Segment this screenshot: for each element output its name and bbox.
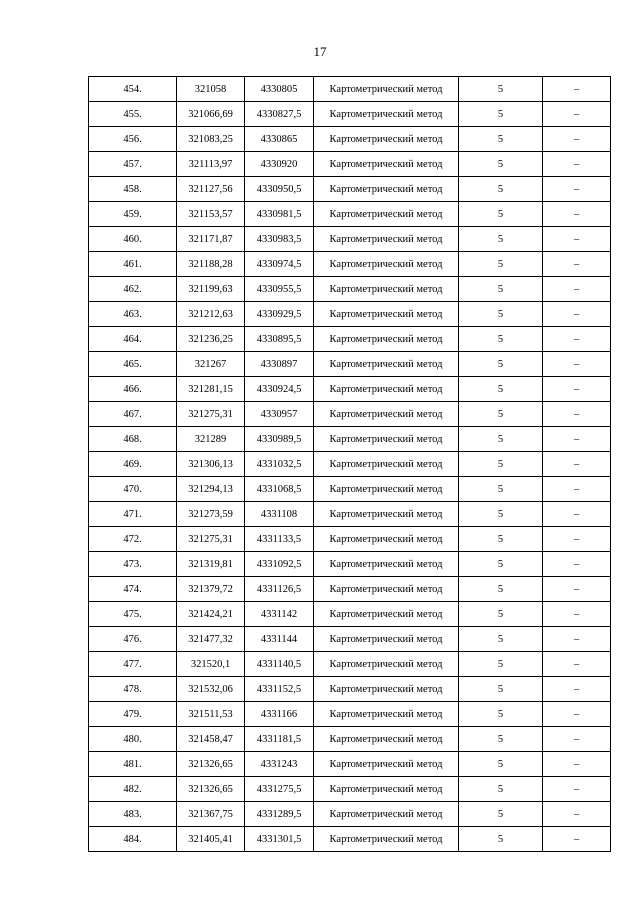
method-cell: Картометрический метод [314,327,459,352]
y-coordinate-cell: 4330897 [245,352,314,377]
point-number-cell: 457. [89,152,177,177]
x-coordinate-cell: 321294,13 [177,477,245,502]
table-row [89,477,611,502]
x-coordinate-cell: 321083,25 [177,127,245,152]
y-coordinate-cell: 4331133,5 [245,527,314,552]
point-number-cell: 459. [89,202,177,227]
accuracy-cell: 5 [459,427,543,452]
y-coordinate-cell: 4330920 [245,152,314,177]
y-coordinate-cell: 4331068,5 [245,477,314,502]
accuracy-cell: 5 [459,352,543,377]
y-coordinate-cell: 4331108 [245,502,314,527]
x-coordinate-cell: 321281,15 [177,377,245,402]
point-number-cell: 458. [89,177,177,202]
point-number-cell: 472. [89,527,177,552]
x-coordinate-cell: 321153,57 [177,202,245,227]
accuracy-cell: 5 [459,377,543,402]
method-cell: Картометрический метод [314,552,459,577]
dash-cell: – [543,577,611,602]
x-coordinate-cell: 321171,87 [177,227,245,252]
point-number-cell: 467. [89,402,177,427]
point-number-cell: 468. [89,427,177,452]
point-number-cell: 484. [89,827,177,852]
method-cell: Картометрический метод [314,477,459,502]
table-row [89,777,611,802]
y-coordinate-cell: 4330989,5 [245,427,314,452]
x-coordinate-cell: 321405,41 [177,827,245,852]
point-number-cell: 481. [89,752,177,777]
table-row [89,227,611,252]
x-coordinate-cell: 321379,72 [177,577,245,602]
x-coordinate-cell: 321113,97 [177,152,245,177]
point-number-cell: 462. [89,277,177,302]
table-row [89,702,611,727]
y-coordinate-cell: 4331092,5 [245,552,314,577]
y-coordinate-cell: 4331152,5 [245,677,314,702]
point-number-cell: 480. [89,727,177,752]
table-row [89,402,611,427]
table-row [89,277,611,302]
x-coordinate-cell: 321066,69 [177,102,245,127]
x-coordinate-cell: 321319,81 [177,552,245,577]
y-coordinate-cell: 4330827,5 [245,102,314,127]
dash-cell: – [543,302,611,327]
accuracy-cell: 5 [459,127,543,152]
x-coordinate-cell: 321058 [177,77,245,102]
x-coordinate-cell: 321367,75 [177,802,245,827]
x-coordinate-cell: 321212,63 [177,302,245,327]
method-cell: Картометрический метод [314,252,459,277]
method-cell: Картометрический метод [314,77,459,102]
point-number-cell: 460. [89,227,177,252]
dash-cell: – [543,552,611,577]
point-number-cell: 470. [89,477,177,502]
point-number-cell: 455. [89,102,177,127]
y-coordinate-cell: 4331243 [245,752,314,777]
dash-cell: – [543,752,611,777]
x-coordinate-cell: 321458,47 [177,727,245,752]
table-row [89,102,611,127]
method-cell: Картометрический метод [314,277,459,302]
method-cell: Картометрический метод [314,727,459,752]
table-row [89,577,611,602]
table-row [89,202,611,227]
method-cell: Картометрический метод [314,777,459,802]
y-coordinate-cell: 4331166 [245,702,314,727]
y-coordinate-cell: 4330895,5 [245,327,314,352]
page-number: 17 [313,44,327,59]
accuracy-cell: 5 [459,652,543,677]
method-cell: Картометрический метод [314,677,459,702]
dash-cell: – [543,702,611,727]
point-number-cell: 478. [89,677,177,702]
y-coordinate-cell: 4331144 [245,627,314,652]
table-row [89,377,611,402]
table-row [89,327,611,352]
y-coordinate-cell: 4330929,5 [245,302,314,327]
accuracy-cell: 5 [459,277,543,302]
point-number-cell: 474. [89,577,177,602]
x-coordinate-cell: 321306,13 [177,452,245,477]
accuracy-cell: 5 [459,327,543,352]
point-number-cell: 454. [89,77,177,102]
dash-cell: – [543,102,611,127]
table-row [89,752,611,777]
y-coordinate-cell: 4330865 [245,127,314,152]
y-coordinate-cell: 4330957 [245,402,314,427]
y-coordinate-cell: 4330805 [245,77,314,102]
table-row [89,602,611,627]
point-number-cell: 473. [89,552,177,577]
x-coordinate-cell: 321511,53 [177,702,245,727]
method-cell: Картометрический метод [314,752,459,777]
dash-cell: – [543,727,611,752]
point-number-cell: 479. [89,702,177,727]
accuracy-cell: 5 [459,577,543,602]
table-row [89,652,611,677]
y-coordinate-cell: 4330924,5 [245,377,314,402]
accuracy-cell: 5 [459,802,543,827]
accuracy-cell: 5 [459,527,543,552]
y-coordinate-cell: 4331140,5 [245,652,314,677]
method-cell: Картометрический метод [314,302,459,327]
y-coordinate-cell: 4331275,5 [245,777,314,802]
x-coordinate-cell: 321424,21 [177,602,245,627]
point-number-cell: 471. [89,502,177,527]
y-coordinate-cell: 4330981,5 [245,202,314,227]
point-number-cell: 482. [89,777,177,802]
method-cell: Картометрический метод [314,152,459,177]
x-coordinate-cell: 321127,56 [177,177,245,202]
accuracy-cell: 5 [459,752,543,777]
accuracy-cell: 5 [459,502,543,527]
x-coordinate-cell: 321477,32 [177,627,245,652]
point-number-cell: 456. [89,127,177,152]
table-row [89,77,611,102]
method-cell: Картометрический метод [314,202,459,227]
table-row [89,677,611,702]
table-row [89,177,611,202]
x-coordinate-cell: 321275,31 [177,402,245,427]
accuracy-cell: 5 [459,177,543,202]
table-row [89,152,611,177]
method-cell: Картометрический метод [314,802,459,827]
method-cell: Картометрический метод [314,577,459,602]
dash-cell: – [543,352,611,377]
dash-cell: – [543,502,611,527]
method-cell: Картометрический метод [314,352,459,377]
dash-cell: – [543,152,611,177]
table-row [89,452,611,477]
method-cell: Картометрический метод [314,427,459,452]
dash-cell: – [543,777,611,802]
table-row [89,252,611,277]
coordinates-table-body [89,77,611,852]
method-cell: Картометрический метод [314,627,459,652]
method-cell: Картометрический метод [314,652,459,677]
dash-cell: – [543,202,611,227]
method-cell: Картометрический метод [314,502,459,527]
dash-cell: – [543,252,611,277]
y-coordinate-cell: 4331289,5 [245,802,314,827]
point-number-cell: 466. [89,377,177,402]
dash-cell: – [543,677,611,702]
x-coordinate-cell: 321289 [177,427,245,452]
dash-cell: – [543,452,611,477]
table-row [89,302,611,327]
method-cell: Картометрический метод [314,102,459,127]
x-coordinate-cell: 321267 [177,352,245,377]
method-cell: Картометрический метод [314,177,459,202]
point-number-cell: 464. [89,327,177,352]
accuracy-cell: 5 [459,227,543,252]
point-number-cell: 476. [89,627,177,652]
dash-cell: – [543,627,611,652]
method-cell: Картометрический метод [314,377,459,402]
x-coordinate-cell: 321275,31 [177,527,245,552]
point-number-cell: 469. [89,452,177,477]
accuracy-cell: 5 [459,252,543,277]
table-row [89,427,611,452]
dash-cell: – [543,527,611,552]
y-coordinate-cell: 4330950,5 [245,177,314,202]
accuracy-cell: 5 [459,202,543,227]
method-cell: Картометрический метод [314,827,459,852]
table-row [89,827,611,852]
method-cell: Картометрический метод [314,702,459,727]
point-number-cell: 465. [89,352,177,377]
accuracy-cell: 5 [459,477,543,502]
y-coordinate-cell: 4331301,5 [245,827,314,852]
point-number-cell: 463. [89,302,177,327]
table-row [89,127,611,152]
x-coordinate-cell: 321188,28 [177,252,245,277]
y-coordinate-cell: 4331142 [245,602,314,627]
accuracy-cell: 5 [459,677,543,702]
point-number-cell: 475. [89,602,177,627]
dash-cell: – [543,652,611,677]
x-coordinate-cell: 321532,06 [177,677,245,702]
point-number-cell: 483. [89,802,177,827]
x-coordinate-cell: 321273,59 [177,502,245,527]
accuracy-cell: 5 [459,302,543,327]
y-coordinate-cell: 4331032,5 [245,452,314,477]
dash-cell: – [543,402,611,427]
table-row [89,802,611,827]
dash-cell: – [543,177,611,202]
method-cell: Картометрический метод [314,227,459,252]
accuracy-cell: 5 [459,702,543,727]
dash-cell: – [543,77,611,102]
table-row [89,502,611,527]
x-coordinate-cell: 321326,65 [177,777,245,802]
y-coordinate-cell: 4331126,5 [245,577,314,602]
dash-cell: – [543,277,611,302]
dash-cell: – [543,802,611,827]
dash-cell: – [543,427,611,452]
accuracy-cell: 5 [459,827,543,852]
accuracy-cell: 5 [459,152,543,177]
table-row [89,552,611,577]
accuracy-cell: 5 [459,102,543,127]
dash-cell: – [543,602,611,627]
dash-cell: – [543,127,611,152]
table-row [89,627,611,652]
accuracy-cell: 5 [459,777,543,802]
table-row [89,352,611,377]
point-number-cell: 461. [89,252,177,277]
y-coordinate-cell: 4330974,5 [245,252,314,277]
y-coordinate-cell: 4330983,5 [245,227,314,252]
y-coordinate-cell: 4330955,5 [245,277,314,302]
table-row [89,727,611,752]
table-row [89,527,611,552]
accuracy-cell: 5 [459,452,543,477]
dash-cell: – [543,477,611,502]
dash-cell: – [543,327,611,352]
x-coordinate-cell: 321326,65 [177,752,245,777]
method-cell: Картометрический метод [314,602,459,627]
dash-cell: – [543,227,611,252]
accuracy-cell: 5 [459,627,543,652]
x-coordinate-cell: 321199,63 [177,277,245,302]
accuracy-cell: 5 [459,402,543,427]
dash-cell: – [543,377,611,402]
y-coordinate-cell: 4331181,5 [245,727,314,752]
accuracy-cell: 5 [459,77,543,102]
method-cell: Картометрический метод [314,402,459,427]
accuracy-cell: 5 [459,727,543,752]
x-coordinate-cell: 321236,25 [177,327,245,352]
method-cell: Картометрический метод [314,127,459,152]
x-coordinate-cell: 321520,1 [177,652,245,677]
accuracy-cell: 5 [459,602,543,627]
accuracy-cell: 5 [459,552,543,577]
method-cell: Картометрический метод [314,452,459,477]
coordinates-table [88,76,611,852]
point-number-cell: 477. [89,652,177,677]
method-cell: Картометрический метод [314,527,459,552]
dash-cell: – [543,827,611,852]
